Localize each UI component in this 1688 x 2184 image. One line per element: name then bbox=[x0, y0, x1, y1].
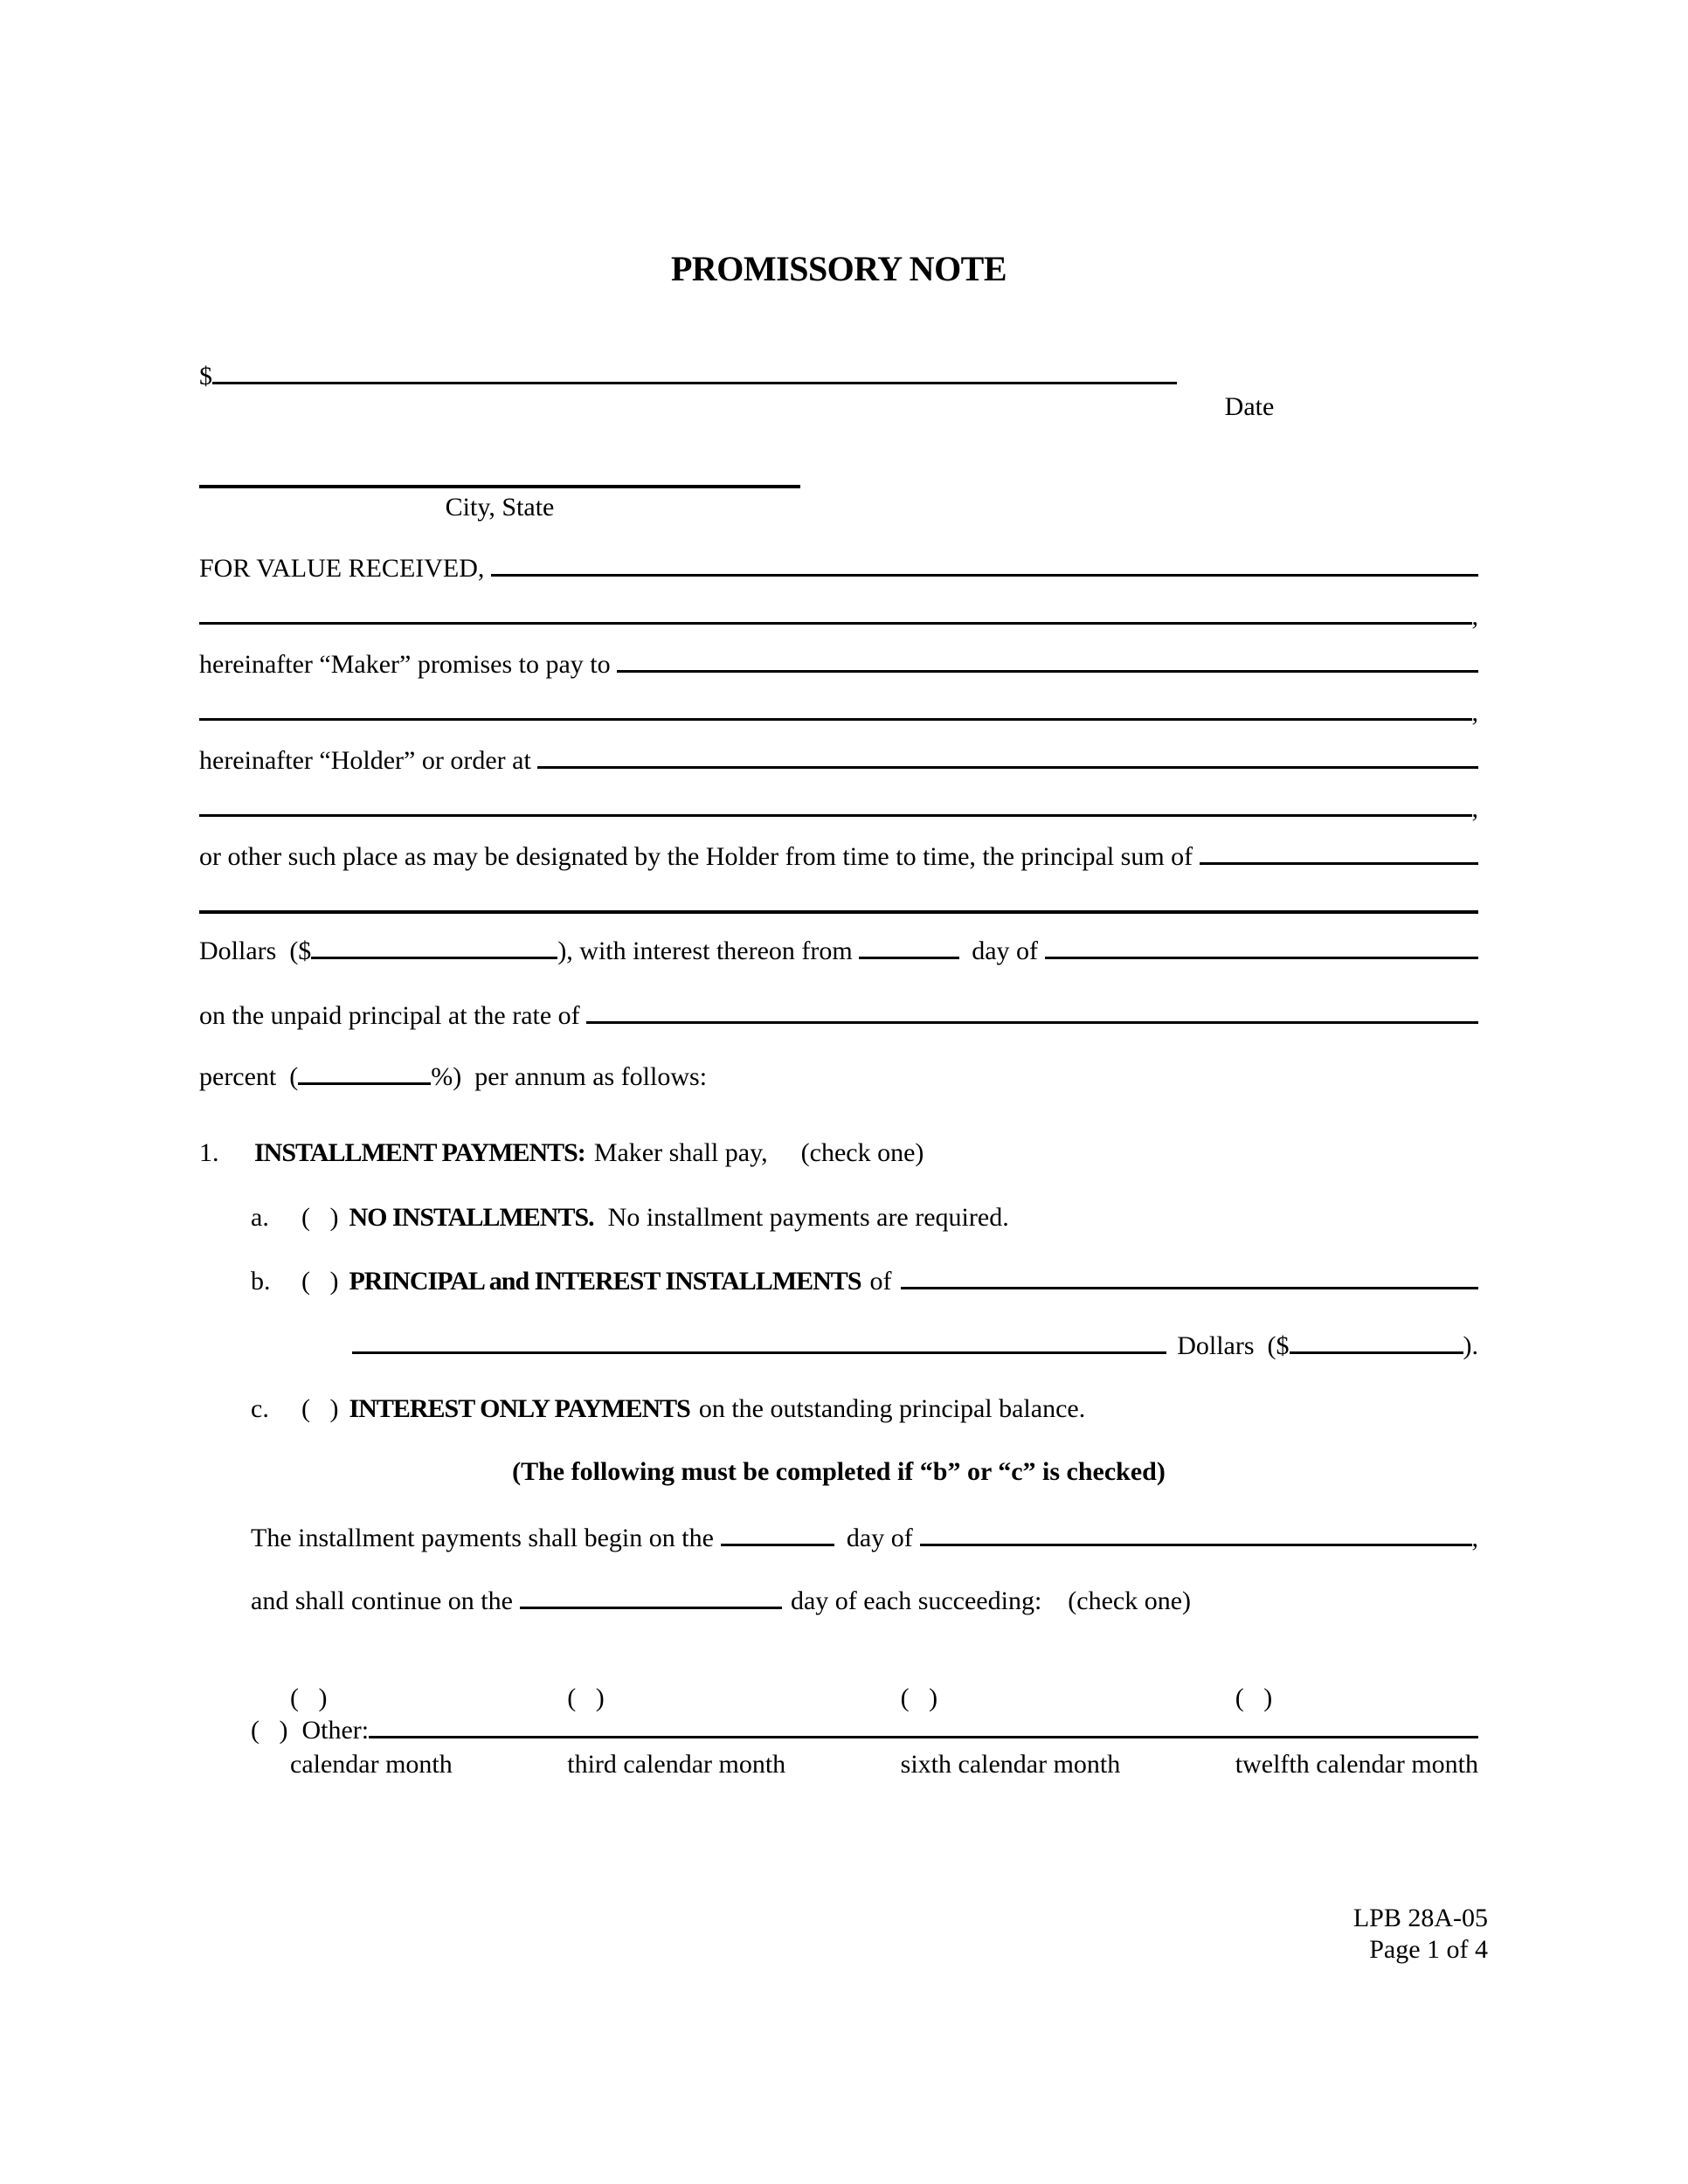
option-b-label: b. bbox=[251, 1267, 271, 1296]
continue-row bbox=[251, 1585, 1478, 1618]
section1-heading: INSTALLMENT PAYMENTS: bbox=[254, 1138, 585, 1167]
continue-day-blank[interactable] bbox=[520, 1607, 782, 1609]
for-value-label: FOR VALUE RECEIVED, bbox=[199, 554, 491, 583]
interest-month-blank[interactable] bbox=[1045, 957, 1478, 959]
installment-amount-numeric-blank[interactable] bbox=[1290, 1351, 1463, 1354]
checkbox-calendar-month[interactable]: ( ) bbox=[290, 1683, 328, 1712]
option-a-row bbox=[199, 1201, 1478, 1234]
percent-close-label: %) per annum as follows: bbox=[431, 1062, 708, 1091]
comma: , bbox=[1471, 698, 1478, 727]
checkbox-no-installments[interactable]: ( ) bbox=[301, 1203, 339, 1232]
succeeding-label: day of each succeeding: bbox=[790, 1586, 1042, 1615]
option-b-row bbox=[199, 1265, 1478, 1298]
maker-clause-label: hereinafter “Maker” promises to pay to bbox=[199, 650, 618, 679]
option-a-text: No installment payments are required. bbox=[607, 1203, 1009, 1232]
date-blank[interactable] bbox=[755, 382, 1177, 384]
percent-row bbox=[199, 1061, 1478, 1094]
percent-blank[interactable] bbox=[298, 1082, 431, 1085]
continue-clause-label: and shall continue on the bbox=[251, 1586, 513, 1615]
checkbox-twelfth-calendar-month[interactable]: ( ) bbox=[1235, 1683, 1273, 1712]
sixth-calendar-month-label: sixth calendar month bbox=[900, 1750, 1121, 1779]
holder-address-blank-2[interactable] bbox=[199, 814, 1472, 817]
for-value-row bbox=[199, 552, 1478, 585]
option-a-bold: NO INSTALLMENTS. bbox=[349, 1203, 594, 1232]
payee-continuation-row bbox=[199, 696, 1478, 729]
amount-numeric-blank[interactable] bbox=[311, 957, 557, 959]
rate-clause-label: on the unpaid principal at the rate of bbox=[199, 1001, 587, 1030]
begin-row bbox=[251, 1522, 1478, 1555]
dollars-open-label: Dollars ($ bbox=[199, 936, 312, 965]
installment-amount-words-blank-2[interactable] bbox=[352, 1351, 1166, 1354]
option-c-text: on the outstanding principal balance. bbox=[698, 1394, 1086, 1423]
other-row bbox=[251, 1714, 1478, 1747]
interest-day-blank[interactable] bbox=[859, 957, 959, 959]
comma: , bbox=[1471, 602, 1478, 631]
other-label: Other: bbox=[301, 1716, 370, 1745]
calendar-month-label: calendar month bbox=[290, 1750, 453, 1779]
maker-clause-row bbox=[199, 648, 1478, 681]
city-state-blank[interactable] bbox=[199, 485, 800, 488]
principal-sum-blank-2[interactable] bbox=[199, 910, 1478, 914]
begin-month-blank[interactable] bbox=[920, 1544, 1472, 1546]
day-of-label: day of bbox=[972, 936, 1039, 965]
page-footer bbox=[1353, 1903, 1488, 1966]
page-indicator: Page 1 of 4 bbox=[1369, 1935, 1488, 1964]
city-state-label: City, State bbox=[445, 493, 555, 522]
maker-name-blank[interactable] bbox=[491, 574, 1478, 577]
page-title: PROMISSORY NOTE bbox=[670, 249, 1007, 288]
comma: , bbox=[1471, 794, 1478, 823]
b-dollars-close-label: ). bbox=[1463, 1331, 1478, 1360]
rate-blank[interactable] bbox=[586, 1021, 1478, 1024]
dollars-close-label: ), with interest thereon from bbox=[557, 936, 860, 965]
twelfth-calendar-month-label: twelfth calendar month bbox=[1235, 1750, 1478, 1779]
section1-heading-row bbox=[199, 1137, 1478, 1170]
option-c-row bbox=[199, 1393, 1478, 1426]
maker-name-blank-2[interactable] bbox=[199, 622, 1472, 625]
holder-clause-label: hereinafter “Holder” or order at bbox=[199, 746, 538, 775]
option-b-bold: PRINCIPAL and INTEREST INSTALLMENTS bbox=[349, 1267, 861, 1296]
completion-note: (The following must be completed if “b” or “c” is checked) bbox=[512, 1457, 1166, 1486]
rate-row bbox=[199, 999, 1478, 1033]
holder-address-blank[interactable] bbox=[537, 766, 1478, 769]
section1-heading-rest: Maker shall pay, bbox=[593, 1138, 768, 1167]
comma: , bbox=[1471, 1524, 1478, 1552]
checkbox-other[interactable]: ( ) bbox=[251, 1716, 288, 1745]
principal-sum-row bbox=[199, 840, 1478, 874]
checkbox-interest-only[interactable]: ( ) bbox=[301, 1394, 339, 1423]
amount-date-row bbox=[199, 360, 1478, 393]
begin-day-of-label: day of bbox=[846, 1524, 913, 1552]
third-calendar-month-label: third calendar month bbox=[567, 1750, 786, 1779]
payee-name-blank[interactable] bbox=[617, 670, 1478, 673]
holder-continuation-row bbox=[199, 792, 1478, 826]
dollars-interest-row bbox=[199, 935, 1478, 968]
place-clause-label: or other such place as may be designated by the Holder from time to time, the principal sum of bbox=[199, 842, 1200, 871]
check-one-label-2: (check one) bbox=[1068, 1586, 1192, 1615]
checkbox-sixth-calendar-month[interactable]: ( ) bbox=[900, 1683, 938, 1712]
begin-clause-label: The installment payments shall begin on the bbox=[251, 1524, 714, 1552]
option-a-label: a. bbox=[251, 1203, 269, 1232]
checkbox-third-calendar-month[interactable]: ( ) bbox=[567, 1683, 605, 1712]
check-one-label: (check one) bbox=[800, 1138, 924, 1167]
dollar-sign-prefix: $ bbox=[199, 362, 212, 390]
principal-sum-blank[interactable] bbox=[1200, 862, 1478, 865]
section1-number: 1. bbox=[199, 1138, 219, 1167]
maker-name-continuation-row bbox=[199, 600, 1478, 633]
installment-amount-words-blank[interactable] bbox=[901, 1287, 1478, 1289]
other-blank[interactable] bbox=[369, 1736, 1478, 1738]
date-label: Date bbox=[1224, 392, 1275, 421]
option-b-continuation-row bbox=[199, 1330, 1478, 1363]
holder-clause-row bbox=[199, 744, 1478, 778]
form-number: LPB 28A-05 bbox=[1352, 1904, 1488, 1932]
percent-open-label: percent ( bbox=[199, 1062, 299, 1091]
amount-blank[interactable] bbox=[212, 382, 755, 384]
checkbox-principal-interest[interactable]: ( ) bbox=[301, 1267, 339, 1296]
option-c-bold: INTEREST ONLY PAYMENTS bbox=[349, 1394, 690, 1423]
begin-day-blank[interactable] bbox=[721, 1544, 834, 1546]
option-b-of: of bbox=[869, 1267, 892, 1296]
payee-name-blank-2[interactable] bbox=[199, 718, 1472, 721]
option-c-label: c. bbox=[251, 1394, 269, 1423]
b-dollars-open-label: Dollars ($ bbox=[1177, 1331, 1290, 1360]
